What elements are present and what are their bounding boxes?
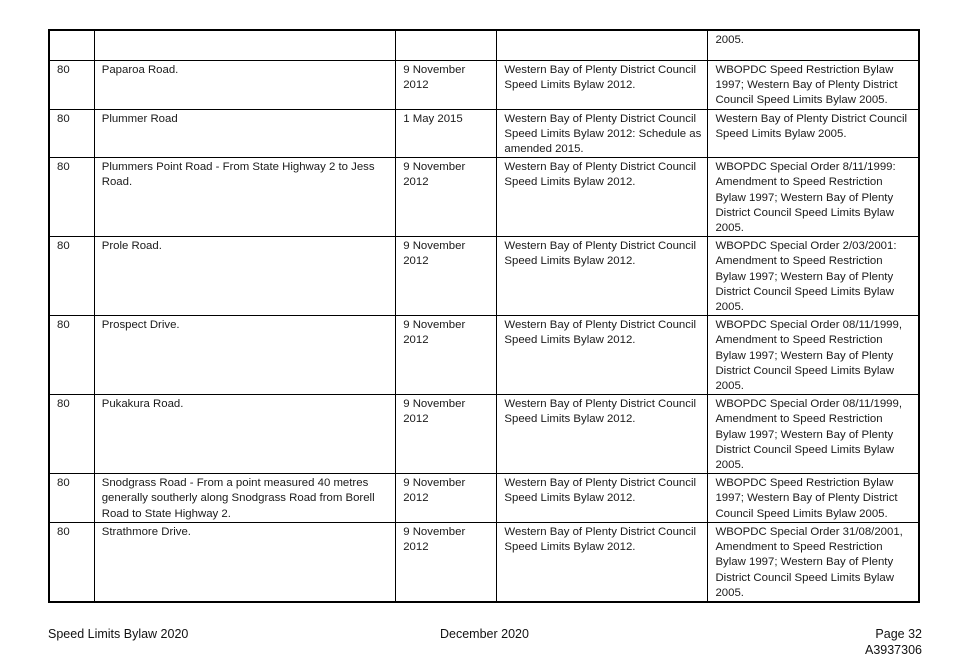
speed-limits-table — [48, 29, 920, 603]
table-row — [49, 474, 919, 523]
speed-limit-cell: 80 — [49, 237, 94, 316]
footer-document-title: Speed Limits Bylaw 2020 — [48, 627, 189, 641]
speed-limit-cell — [49, 30, 94, 61]
table-row — [49, 316, 919, 395]
previous-bylaw-cell: WBOPDC Special Order 08/11/1999, Amendment to Speed Restriction Bylaw 1997; Western Bay of Plenty District Council Speed Limits Bylaw 2005. — [708, 316, 919, 395]
road-cell: Prole Road. — [94, 237, 395, 316]
footer-date: December 2020 — [440, 627, 529, 641]
speed-limit-cell: 80 — [49, 474, 94, 523]
source-bylaw-cell: Western Bay of Plenty District Council Speed Limits Bylaw 2012. — [497, 522, 708, 602]
source-bylaw-cell: Western Bay of Plenty District Council Speed Limits Bylaw 2012. — [497, 158, 708, 237]
date-cell: 1 May 2015 — [396, 109, 497, 158]
source-bylaw-cell: Western Bay of Plenty District Council Speed Limits Bylaw 2012: Schedule as amended 2015. — [497, 109, 708, 158]
road-cell: Prospect Drive. — [94, 316, 395, 395]
road-cell — [94, 30, 395, 61]
road-cell: Plummer Road — [94, 109, 395, 158]
source-bylaw-cell: Western Bay of Plenty District Council Speed Limits Bylaw 2012. — [497, 474, 708, 523]
date-cell: 9 November 2012 — [396, 158, 497, 237]
previous-bylaw-cell: 2005. — [708, 30, 919, 61]
previous-bylaw-cell: WBOPDC Special Order 8/11/1999: Amendment to Speed Restriction Bylaw 1997; Western Bay of Plenty District Council Speed Limits Bylaw 2005. — [708, 158, 919, 237]
speed-limit-cell: 80 — [49, 316, 94, 395]
date-cell: 9 November 2012 — [396, 522, 497, 602]
speed-limit-cell: 80 — [49, 109, 94, 158]
table-row — [49, 61, 919, 110]
date-cell: 9 November 2012 — [396, 61, 497, 110]
table-row — [49, 30, 919, 61]
speed-limit-cell: 80 — [49, 61, 94, 110]
source-bylaw-cell: Western Bay of Plenty District Council Speed Limits Bylaw 2012. — [497, 395, 708, 474]
source-bylaw-cell: Western Bay of Plenty District Council Speed Limits Bylaw 2012. — [497, 237, 708, 316]
table-row — [49, 522, 919, 602]
date-cell: 9 November 2012 — [396, 237, 497, 316]
speed-limit-cell: 80 — [49, 158, 94, 237]
footer-page-number: Page 32 — [875, 627, 922, 641]
previous-bylaw-cell: Western Bay of Plenty District Council Speed Limits Bylaw 2005. — [708, 109, 919, 158]
road-cell: Paparoa Road. — [94, 61, 395, 110]
source-bylaw-cell: Western Bay of Plenty District Council Speed Limits Bylaw 2012. — [497, 316, 708, 395]
table-row — [49, 158, 919, 237]
previous-bylaw-cell: WBOPDC Special Order 08/11/1999, Amendment to Speed Restriction Bylaw 1997; Western Bay of Plenty District Council Speed Limits Bylaw 2005. — [708, 395, 919, 474]
previous-bylaw-cell: WBOPDC Speed Restriction Bylaw 1997; Western Bay of Plenty District Council Speed Limits Bylaw 2005. — [708, 61, 919, 110]
speed-limit-cell: 80 — [49, 395, 94, 474]
date-cell: 9 November 2012 — [396, 474, 497, 523]
previous-bylaw-cell: WBOPDC Special Order 2/03/2001: Amendment to Speed Restriction Bylaw 1997; Western Bay of Plenty District Council Speed Limits Bylaw 2005. — [708, 237, 919, 316]
speed-limit-cell: 80 — [49, 522, 94, 602]
source-bylaw-cell: Western Bay of Plenty District Council Speed Limits Bylaw 2012. — [497, 61, 708, 110]
road-cell: Plummers Point Road - From State Highway 2 to Jess Road. — [94, 158, 395, 237]
date-cell: 9 November 2012 — [396, 316, 497, 395]
road-cell: Pukakura Road. — [94, 395, 395, 474]
table-row — [49, 237, 919, 316]
road-cell: Strathmore Drive. — [94, 522, 395, 602]
table-row — [49, 109, 919, 158]
table-row — [49, 395, 919, 474]
source-bylaw-cell — [497, 30, 708, 61]
date-cell — [396, 30, 497, 61]
footer-reference-number: A3937306 — [864, 643, 922, 657]
date-cell: 9 November 2012 — [396, 395, 497, 474]
road-cell: Snodgrass Road - From a point measured 40 metres generally southerly along Snodgrass Road from Borell Road to State Highway 2. — [94, 474, 395, 523]
previous-bylaw-cell: WBOPDC Speed Restriction Bylaw 1997; Western Bay of Plenty District Council Speed Limits Bylaw 2005. — [708, 474, 919, 523]
previous-bylaw-cell: WBOPDC Special Order 31/08/2001, Amendment to Speed Restriction Bylaw 1997; Western Bay of Plenty District Council Speed Limits Bylaw 2005. — [708, 522, 919, 602]
